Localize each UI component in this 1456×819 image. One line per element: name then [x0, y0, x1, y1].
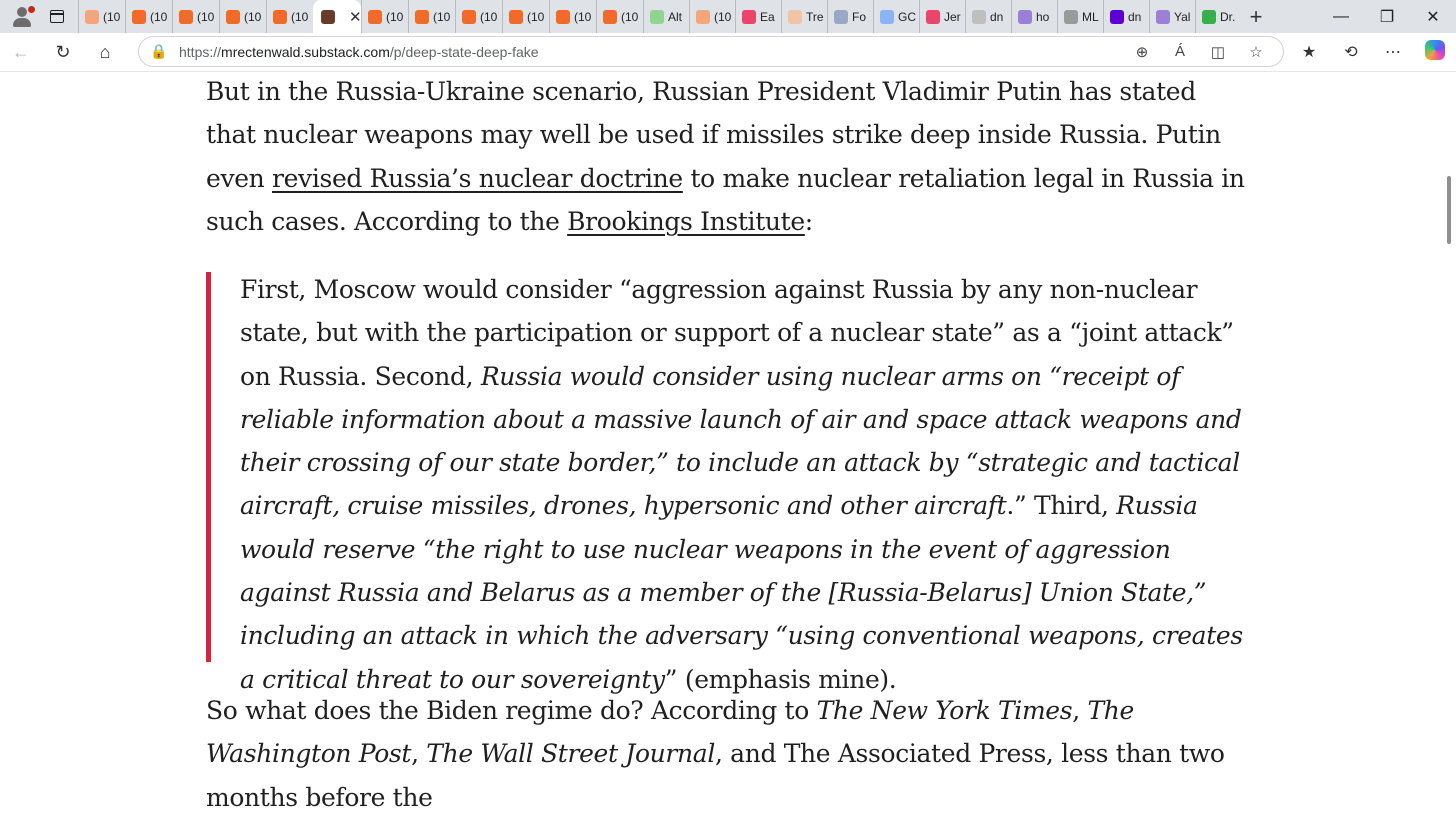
url-prefix: https:// — [179, 43, 222, 60]
tab-label: GC — [898, 9, 916, 24]
vertical-scrollbar[interactable] — [1442, 72, 1456, 774]
copilot-icon — [1425, 40, 1445, 60]
tab-label: (10 — [621, 9, 639, 24]
url-path: /p/deep-state-deep-fake — [389, 43, 539, 60]
tab-favicon-icon — [415, 10, 429, 24]
tab-label: ML — [1082, 9, 1099, 24]
para2-text-2: , and The Associated Press, less than two months before the — [206, 739, 1225, 812]
tab[interactable] — [1149, 0, 1195, 33]
close-window-button[interactable]: ✕ — [1426, 8, 1440, 26]
profile-icon[interactable] — [8, 3, 36, 31]
brookings-institute-link[interactable]: Brookings Institute — [567, 206, 805, 236]
tab-label: ho — [1036, 9, 1050, 24]
tab-favicon-icon — [926, 10, 940, 24]
tab[interactable] — [266, 0, 313, 33]
nyt-title: The New York Times — [816, 696, 1073, 725]
notification-dot — [27, 5, 36, 14]
tab[interactable] — [408, 0, 455, 33]
browser-right-actions — [1288, 33, 1456, 71]
wsj-title: The Wall Street Journal — [426, 739, 715, 769]
tab-favicon-icon — [1064, 10, 1078, 24]
copilot-button[interactable] — [1414, 40, 1456, 65]
tab[interactable] — [643, 0, 689, 33]
tab-favicon-icon — [834, 10, 848, 24]
tab-label: (10 — [386, 9, 404, 24]
read-aloud-icon[interactable]: Á — [1174, 43, 1185, 60]
page-content — [0, 72, 1442, 812]
tab[interactable] — [1011, 0, 1057, 33]
tab-label: (10 — [714, 9, 732, 24]
tab-label: (10 — [527, 9, 545, 24]
tab-label: Tre — [806, 9, 824, 24]
tab-label: dn — [990, 9, 1004, 24]
address-bar[interactable] — [138, 36, 1284, 67]
tab-favicon-icon — [226, 10, 240, 24]
browser-toolbar — [0, 33, 1456, 72]
tab-close-button[interactable]: ✕ — [349, 8, 362, 26]
split-screen-icon[interactable]: ◫ — [1210, 43, 1226, 61]
tab-actions-icon — [50, 10, 64, 23]
tab-favicon-icon — [556, 10, 570, 24]
tab-label: (10 — [244, 9, 262, 24]
para2-sep-1: , — [1072, 696, 1088, 725]
tab-favicon-icon — [462, 10, 476, 24]
tab-favicon-icon — [972, 10, 986, 24]
tab-favicon-icon — [1110, 10, 1124, 24]
tab-label: (10 — [150, 9, 168, 24]
article-paragraph-2 — [206, 689, 1246, 819]
tab-favicon-icon — [650, 10, 664, 24]
tab[interactable] — [689, 0, 735, 33]
tab[interactable] — [502, 0, 549, 33]
tab-label: Alt — [668, 9, 683, 24]
tab-favicon-icon — [788, 10, 802, 24]
tab[interactable] — [1103, 0, 1149, 33]
minimize-button[interactable]: — — [1333, 7, 1349, 25]
tab-label: (10 — [480, 9, 498, 24]
url-text[interactable] — [179, 44, 539, 60]
tab-label: Fo — [852, 9, 867, 24]
tab-label: Dr. — [1220, 9, 1236, 24]
tab-favicon-icon — [179, 10, 193, 24]
tab-label: dn — [1128, 9, 1142, 24]
tab[interactable] — [78, 0, 125, 33]
quote-emphasis-1: Russia would consider using nuclear arms on “receipt of reliable information about a massive launch of air and space attack weapons and their crossing of our state border,” to include an attack by “strategic and tactical aircraft, cruise missiles, drones, hypersonic and other aircraft — [240, 361, 1242, 521]
tab-favicon-icon — [509, 10, 523, 24]
tab-label: (10 — [574, 9, 592, 24]
tab-label: Jer — [944, 9, 961, 24]
zoom-icon[interactable]: ⊕ — [1135, 43, 1149, 61]
tab[interactable] — [965, 0, 1011, 33]
tab-favicon-icon — [742, 10, 756, 24]
para2-text-1: So what does the Biden regime do? According to — [206, 696, 817, 725]
nuclear-doctrine-link[interactable]: revised Russia’s nuclear doctrine — [272, 163, 683, 193]
tab-favicon-icon — [880, 10, 894, 24]
site-info-lock-icon[interactable]: 🔒 — [150, 43, 168, 59]
tab-label: (10 — [291, 9, 309, 24]
para1-text-2: to make nuclear retaliation legal in Russia in such cases. According to the — [206, 163, 1245, 236]
tab[interactable] — [455, 0, 502, 33]
home-button[interactable]: ⌂ — [99, 41, 111, 62]
tab[interactable] — [125, 0, 172, 33]
refresh-button[interactable]: ↻ — [55, 41, 71, 62]
tab-label: (10 — [433, 9, 451, 24]
tab-strip — [0, 0, 1456, 33]
quote-text-2: .” Third, — [1006, 491, 1117, 521]
tab-favicon-icon — [1018, 10, 1032, 24]
tab-favicon-icon — [696, 10, 710, 24]
tab-favicon-icon — [1202, 10, 1216, 24]
restore-button[interactable]: ❐ — [1379, 8, 1395, 26]
tab[interactable] — [827, 0, 873, 33]
tab[interactable] — [873, 0, 919, 33]
tab[interactable] — [549, 0, 596, 33]
back-button[interactable]: ← — [12, 41, 30, 62]
tab-actions-menu-button[interactable] — [46, 6, 68, 28]
tab-favicon-icon — [1156, 10, 1170, 24]
tab-list — [78, 0, 1241, 33]
quote-text-1: First, Moscow would consider “aggression against Russia by any non-nuclear state, but with the participation or support of a nuclear state” as a “joint attack” on Russia. Second, — [240, 275, 1234, 391]
quote-emphasis-2: Russia would reserve “the right to use nuclear weapons in the event of aggression against Russia and Belarus as a member of the [Russia-Belarus] Union State,” including an attack in which the adversary “using conventional weapons, creates a critical threat to our sovereignty — [240, 491, 1243, 694]
tab[interactable] — [1057, 0, 1103, 33]
window-controls — [1318, 0, 1456, 33]
tab-label: (10 — [197, 9, 215, 24]
tab-active[interactable] — [313, 0, 361, 33]
new-tab-button[interactable]: + — [1249, 4, 1263, 29]
tab-label: (10 — [103, 9, 121, 24]
tab-favicon-icon — [273, 10, 287, 24]
tab-label: Yal — [1174, 9, 1191, 24]
tab-favicon-icon — [603, 10, 617, 24]
tab[interactable] — [596, 0, 643, 33]
tab[interactable] — [172, 0, 219, 33]
tab[interactable] — [781, 0, 827, 33]
para1-text-1: But in the Russia-Ukraine scenario, Russian President Vladimir Putin has stated that nuclear weapons may well be used if missiles strike deep inside Russia. Putin even — [206, 77, 1221, 193]
wapo-title: The Washington Post — [206, 696, 1134, 769]
url-host: mrectenwald.substack.com — [221, 43, 390, 60]
tab[interactable] — [735, 0, 781, 33]
favorite-star-icon[interactable]: ☆ — [1249, 43, 1263, 61]
tab-favicon-icon — [368, 10, 382, 24]
tab-favicon-icon — [132, 10, 146, 24]
blockquote — [206, 272, 1246, 694]
tab[interactable] — [1195, 0, 1241, 33]
tab[interactable] — [219, 0, 266, 33]
tab[interactable] — [919, 0, 965, 33]
scrollbar-thumb[interactable] — [1447, 176, 1451, 244]
history-icon[interactable]: ⟲ — [1344, 44, 1358, 61]
para2-sep-2: , — [411, 739, 427, 769]
para1-text-3: : — [804, 206, 813, 236]
favorites-icon[interactable]: ★ — [1301, 44, 1317, 61]
tab-favicon-icon — [85, 10, 99, 24]
tab-label: Ea — [760, 9, 775, 24]
tab-favicon-icon — [321, 10, 335, 24]
article-paragraph-1 — [206, 70, 1246, 243]
more-menu-icon[interactable]: ⋯ — [1385, 44, 1401, 61]
quote-text-3: ” (emphasis mine). — [664, 664, 897, 694]
tab[interactable] — [361, 0, 408, 33]
